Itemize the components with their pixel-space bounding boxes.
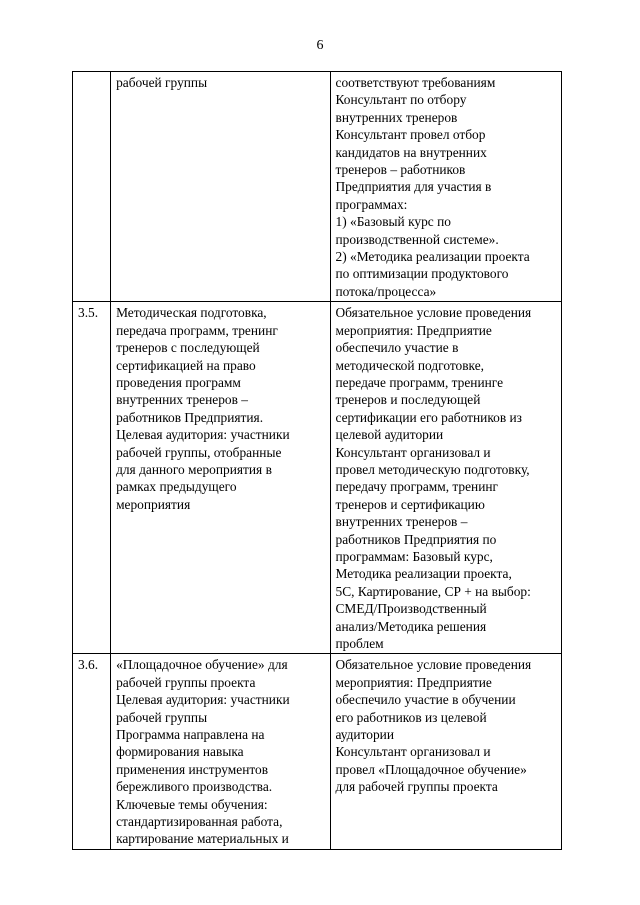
text-line: применения инструментов bbox=[116, 761, 269, 777]
text-line: 1) «Базовый курс по bbox=[335, 214, 451, 230]
text-line: методической подготовке, bbox=[335, 357, 484, 373]
text-line: по оптимизации продуктового bbox=[335, 266, 509, 282]
text-line: тренеров – работников bbox=[335, 162, 466, 178]
text-line: рабочей группы bbox=[116, 709, 208, 725]
text-line: Целевая аудитория: участники bbox=[116, 427, 290, 443]
text-line: внутренних тренеров – bbox=[116, 392, 248, 408]
text-line: для рабочей группы проекта bbox=[335, 779, 498, 795]
text-line: картирование материальных и bbox=[116, 831, 289, 847]
text-line: тренеров и последующей bbox=[335, 392, 481, 408]
text-line: тренеров и сертификацию bbox=[335, 496, 485, 512]
text-line: Методика реализации проекта, bbox=[335, 566, 512, 582]
text-line: программах: bbox=[335, 196, 408, 212]
text-line: кандидатов на внутренних bbox=[335, 144, 487, 160]
text-line: мероприятия bbox=[116, 496, 191, 512]
text-line: производственной системе». bbox=[335, 231, 499, 247]
text-line: 2) «Методика реализации проекта bbox=[335, 249, 530, 265]
text-line: СМЕД/Производственный bbox=[335, 601, 487, 617]
result-cell bbox=[330, 72, 562, 302]
result-cell bbox=[330, 302, 562, 654]
text-line: работников Предприятия. bbox=[116, 409, 264, 425]
text-line: программам: Базовый курс, bbox=[335, 548, 493, 564]
text-line: проведения программ bbox=[116, 374, 241, 390]
text-line: Консультант организовал и bbox=[335, 444, 491, 460]
text-line: передаче программ, тренинге bbox=[335, 374, 504, 390]
text-line: рабочей группы проекта bbox=[116, 674, 256, 690]
text-line: сертификацией на право bbox=[116, 357, 256, 373]
text-line: сертификации его работников из bbox=[335, 409, 522, 425]
table-row bbox=[73, 72, 562, 302]
text-line: обеспечило участие в bbox=[335, 340, 459, 356]
text-line: Консультант организовал и bbox=[335, 744, 491, 760]
text-line: потока/процесса» bbox=[335, 283, 437, 299]
text-line: мероприятия: Предприятие bbox=[335, 674, 492, 690]
text-line: проблем bbox=[335, 636, 384, 651]
text-line: Консультант по отбору bbox=[335, 92, 467, 108]
table-row bbox=[73, 302, 562, 654]
text-line: стандартизированная работа, bbox=[116, 814, 283, 830]
text-line: для данного мероприятия в bbox=[116, 461, 272, 477]
row-number-cell: 3.5. bbox=[73, 302, 111, 654]
text-line: рабочей группы, отобранные bbox=[116, 444, 282, 460]
text-line: Целевая аудитория: участники bbox=[116, 692, 290, 708]
text-line: провел методическую подготовку, bbox=[335, 461, 530, 477]
text-line: Методическая подготовка, bbox=[116, 305, 267, 321]
text-line: тренеров с последующей bbox=[116, 340, 260, 356]
text-line: бережливого производства. bbox=[116, 779, 273, 795]
row-number-cell: 3.6. bbox=[73, 654, 111, 849]
result-cell bbox=[330, 654, 562, 849]
text-line: обеспечило участие в обучении bbox=[335, 692, 516, 708]
text-line: передачу программ, тренинг bbox=[335, 479, 499, 495]
text-line: внутренних тренеров bbox=[335, 109, 458, 125]
text-line: Обязательное условие проведения bbox=[335, 657, 532, 673]
text-line: анализ/Методика решения bbox=[335, 618, 487, 634]
text-line: формирования навыка bbox=[116, 744, 244, 760]
text-line: Консультант провел отбор bbox=[335, 127, 486, 143]
text-line: аудитории bbox=[335, 727, 394, 743]
activity-cell bbox=[111, 302, 330, 654]
text-line: провел «Площадочное обучение» bbox=[335, 761, 527, 777]
text-line: 5С, Картирование, СР + на выбор: bbox=[335, 583, 531, 599]
text-line: соответствуют требованиям bbox=[335, 75, 496, 90]
table-row bbox=[73, 654, 562, 849]
row-number-cell bbox=[73, 72, 111, 302]
text-line: внутренних тренеров – bbox=[335, 514, 468, 530]
text-line: целевой аудитории bbox=[335, 427, 444, 443]
text-line: рамках предыдущего bbox=[116, 479, 237, 495]
activities-table bbox=[72, 71, 562, 850]
text-line: Предприятия для участия в bbox=[335, 179, 492, 195]
table-body bbox=[73, 72, 562, 850]
text-line: мероприятия: Предприятие bbox=[335, 322, 492, 338]
text-line: работников Предприятия по bbox=[335, 531, 497, 547]
activity-cell bbox=[111, 72, 330, 302]
activity-cell bbox=[111, 654, 330, 849]
text-line: Программа направлена на bbox=[116, 727, 265, 743]
text-line: Ключевые темы обучения: bbox=[116, 796, 268, 812]
text-line: Обязательное условие проведения bbox=[335, 305, 532, 321]
text-line: передача программ, тренинг bbox=[116, 322, 278, 338]
text-line: «Площадочное обучение» для bbox=[116, 657, 288, 673]
page-number: 6 bbox=[316, 38, 324, 53]
text-line: его работников из целевой bbox=[335, 709, 487, 725]
text-line: рабочей группы bbox=[116, 75, 208, 90]
